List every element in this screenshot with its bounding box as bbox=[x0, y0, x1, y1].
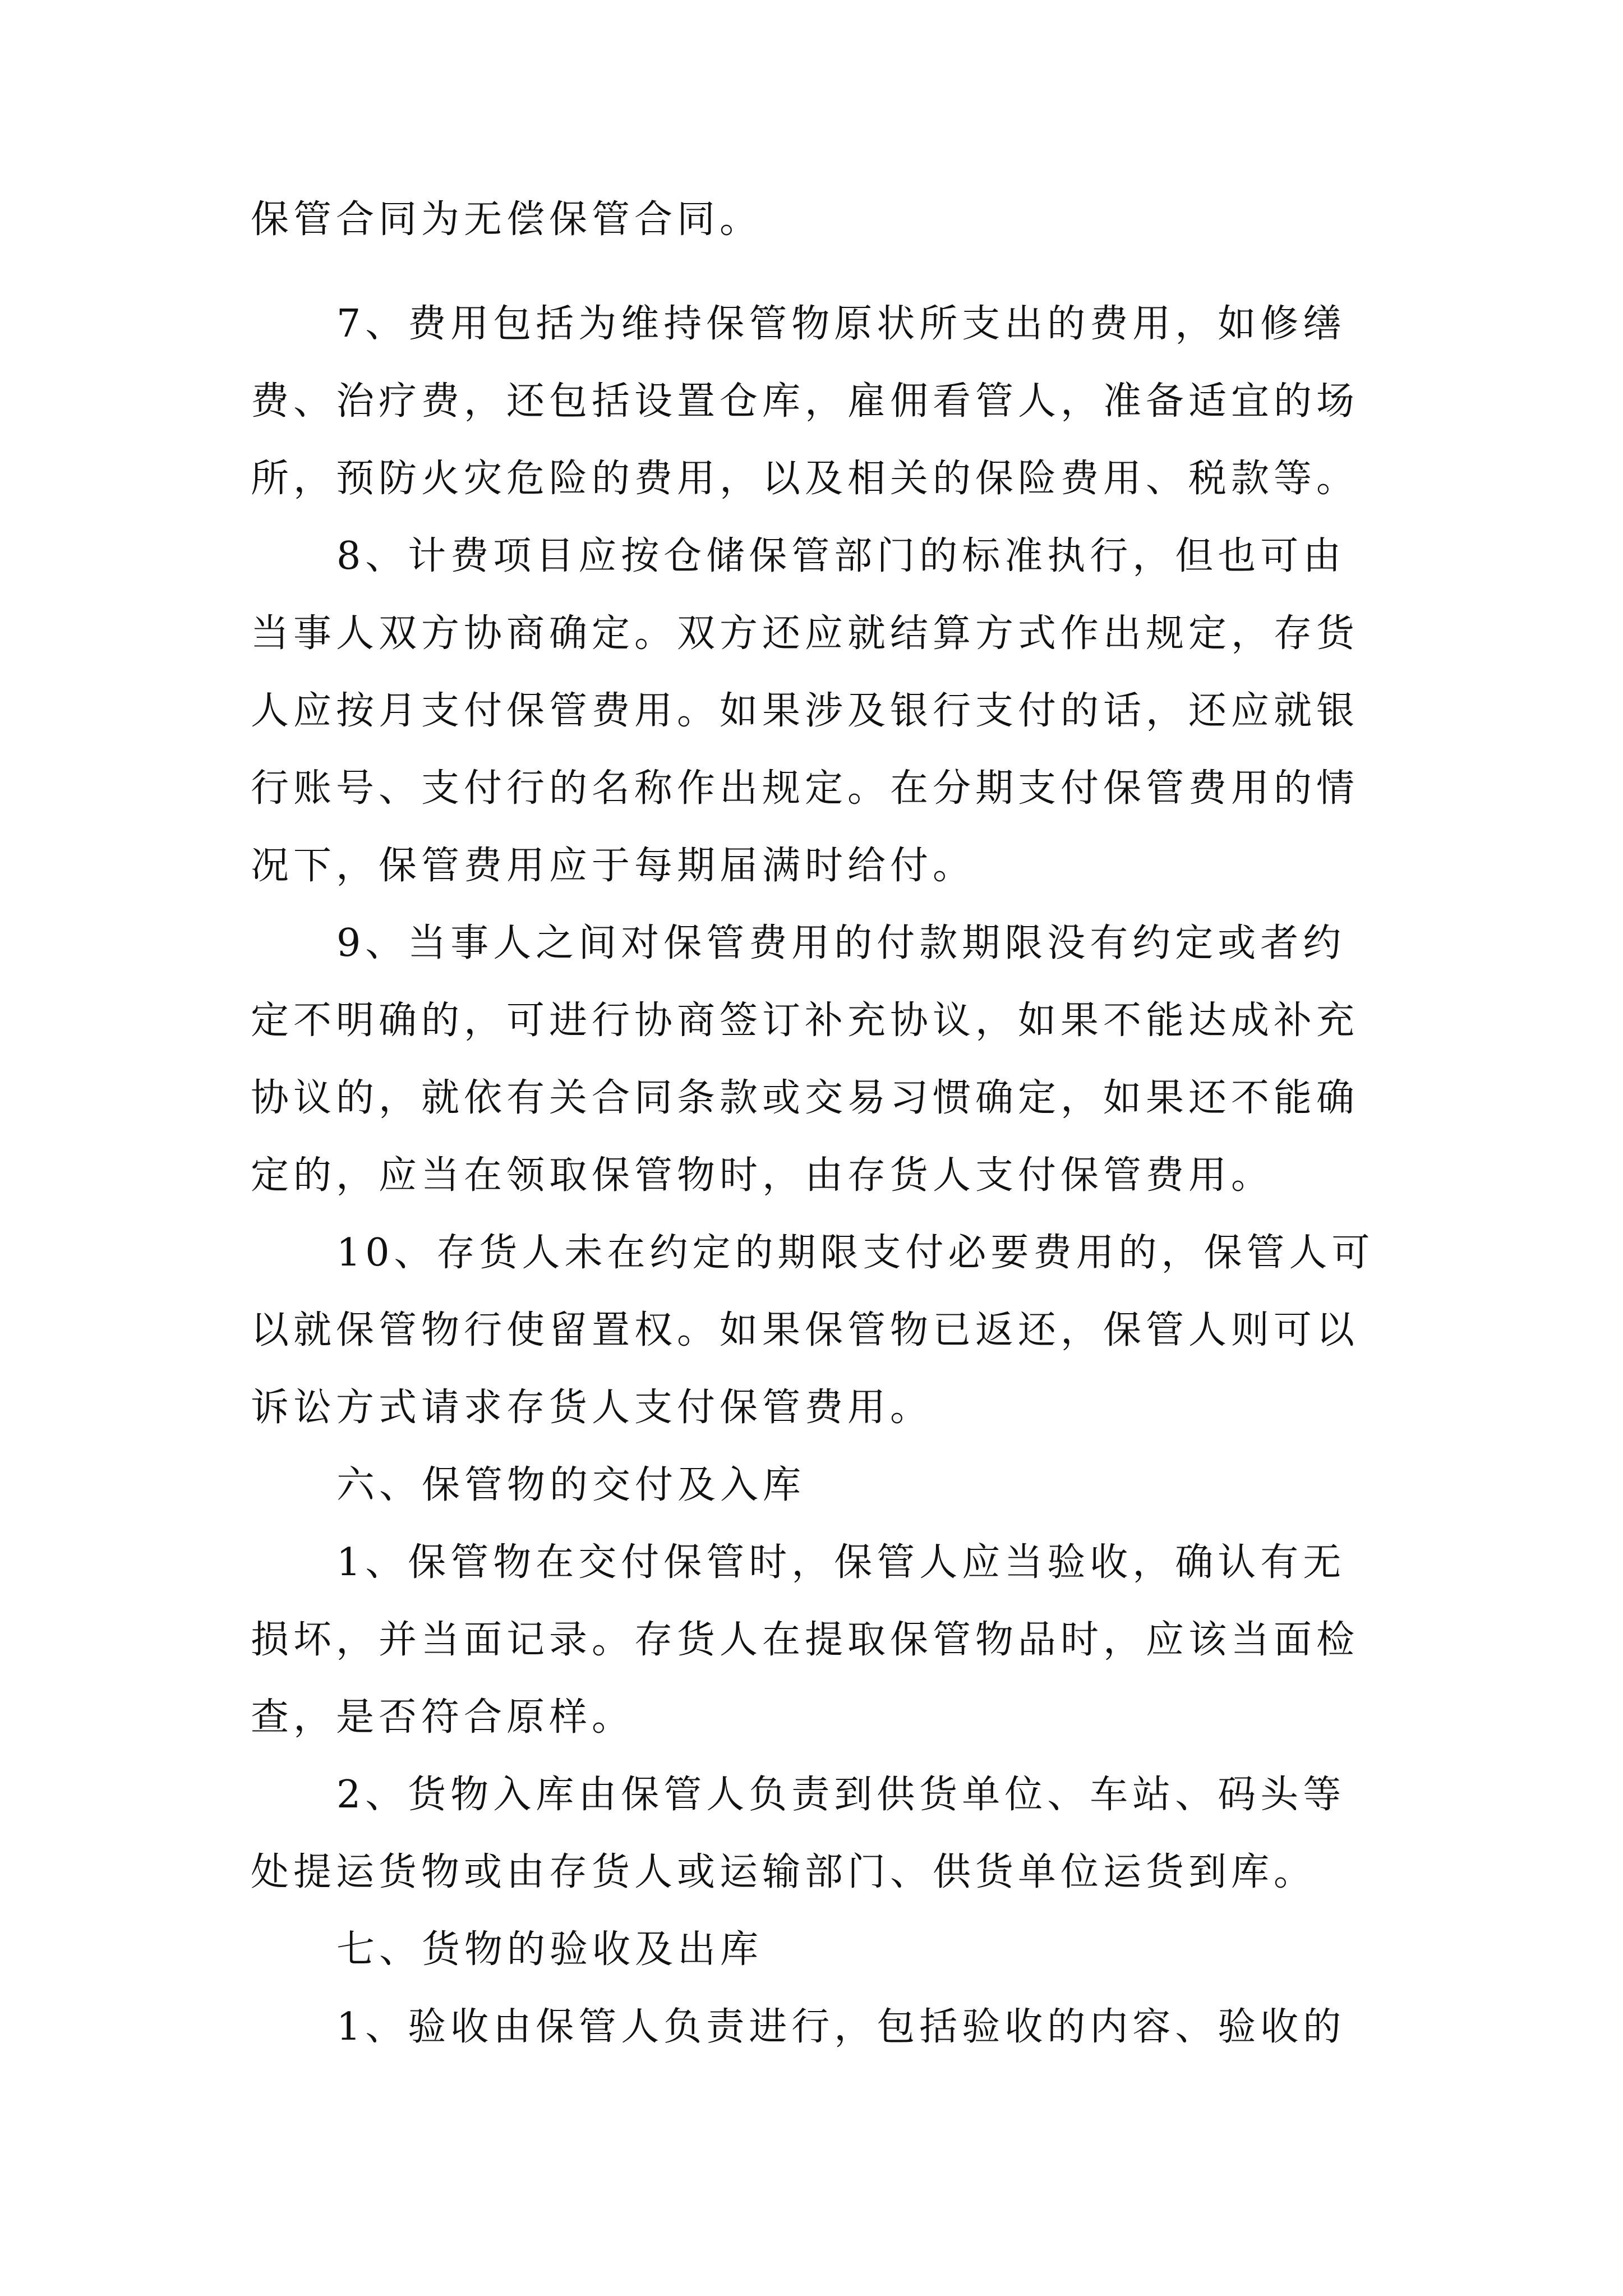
section-heading: 七、货物的验收及出库 bbox=[336, 1927, 763, 1972]
text-line: 定不明确的，可进行协商签订补充协议，如果不能达成补充 bbox=[251, 999, 1359, 1043]
text-line: 损坏，并当面记录。存货人在提取保管物品时，应该当面检 bbox=[251, 1618, 1359, 1662]
text-line: 2、货物入库由保管人负责到供货单位、车站、码头等 bbox=[336, 1773, 1346, 1817]
text-line: 以就保管物行使留置权。如果保管物已返还，保管人则可以 bbox=[251, 1308, 1359, 1352]
text-line: 况下，保管费用应于每期届满时给付。 bbox=[251, 844, 976, 888]
text-line: 7、费用包括为维持保管物原状所支出的费用，如修缮 bbox=[336, 302, 1346, 346]
text-line: 8、计费项目应按仓储保管部门的标准执行，但也可由 bbox=[336, 534, 1346, 578]
text-line: 9、当事人之间对保管费用的付款期限没有约定或者约 bbox=[336, 921, 1346, 965]
text-line: 诉讼方式请求存货人支付保管费用。 bbox=[251, 1386, 933, 1430]
text-line: 10、存货人未在约定的期限支付必要费用的，保管人可 bbox=[336, 1231, 1375, 1275]
text-line: 处提运货物或由存货人或运输部门、供货单位运货到库。 bbox=[251, 1850, 1317, 1894]
text-line: 行账号、支付行的名称作出规定。在分期支付保管费用的情 bbox=[251, 766, 1359, 811]
section-heading: 六、保管物的交付及入库 bbox=[336, 1463, 806, 1507]
text-line: 定的，应当在领取保管物时，由存货人支付保管费用。 bbox=[251, 1153, 1274, 1198]
text-line: 保管合同为无偿保管合同。 bbox=[251, 197, 763, 242]
text-line: 所，预防火灾危险的费用，以及相关的保险费用、税款等。 bbox=[251, 457, 1359, 501]
text-line: 1、验收由保管人负责进行，包括验收的内容、验收的 bbox=[336, 2005, 1346, 2049]
text-line: 当事人双方协商确定。双方还应就结算方式作出规定，存货 bbox=[251, 611, 1359, 656]
text-line: 1、保管物在交付保管时，保管人应当验收，确认有无 bbox=[336, 1540, 1346, 1585]
text-line: 查，是否符合原样。 bbox=[251, 1695, 635, 1740]
text-line: 费、治疗费，还包括设置仓库，雇佣看管人，准备适宜的场 bbox=[251, 379, 1359, 424]
text-line: 协议的，就依有关合同条款或交易习惯确定，如果还不能确 bbox=[251, 1076, 1359, 1120]
text-line: 人应按月支付保管费用。如果涉及银行支付的话，还应就银 bbox=[251, 689, 1359, 733]
